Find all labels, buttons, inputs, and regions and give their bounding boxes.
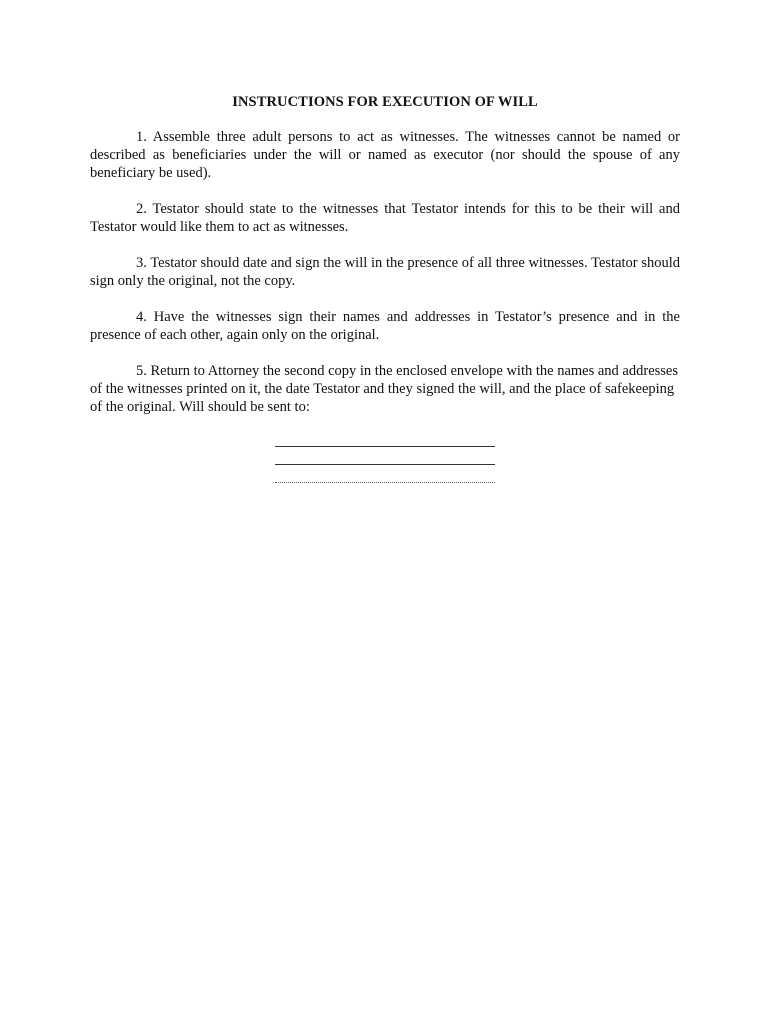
address-blank-lines (275, 446, 495, 500)
instruction-paragraph-1: 1. Assemble three adult persons to act as witnesses. The witnesses cannot be named or described as beneficiaries under the will or named as executor (nor should the spouse of any beneficiary be used). (90, 129, 680, 181)
instruction-paragraph-3: 3. Testator should date and sign the will in the presence of all three witnesses. Testator should sign only the original, not the copy. (90, 255, 680, 289)
address-line-1[interactable] (275, 446, 495, 447)
address-line-2[interactable] (275, 464, 495, 465)
instruction-paragraph-2: 2. Testator should state to the witnesses that Testator intends for this to be their will and Testator would like them to act as witnesses. (90, 201, 680, 235)
instruction-paragraph-4: 4. Have the witnesses sign their names and addresses in Testator’s presence and in the presence of each other, again only on the original. (90, 309, 680, 343)
instruction-paragraph-5: 5. Return to Attorney the second copy in the enclosed envelope with the names and addresses of the witnesses printed on it, the date Testator and they signed the will, and the place of safekeeping of the original. Will should be sent to: (90, 363, 678, 415)
document-title: INSTRUCTIONS FOR EXECUTION OF WILL (232, 94, 538, 110)
instructions-body (90, 128, 680, 434)
address-line-3[interactable] (275, 482, 495, 483)
